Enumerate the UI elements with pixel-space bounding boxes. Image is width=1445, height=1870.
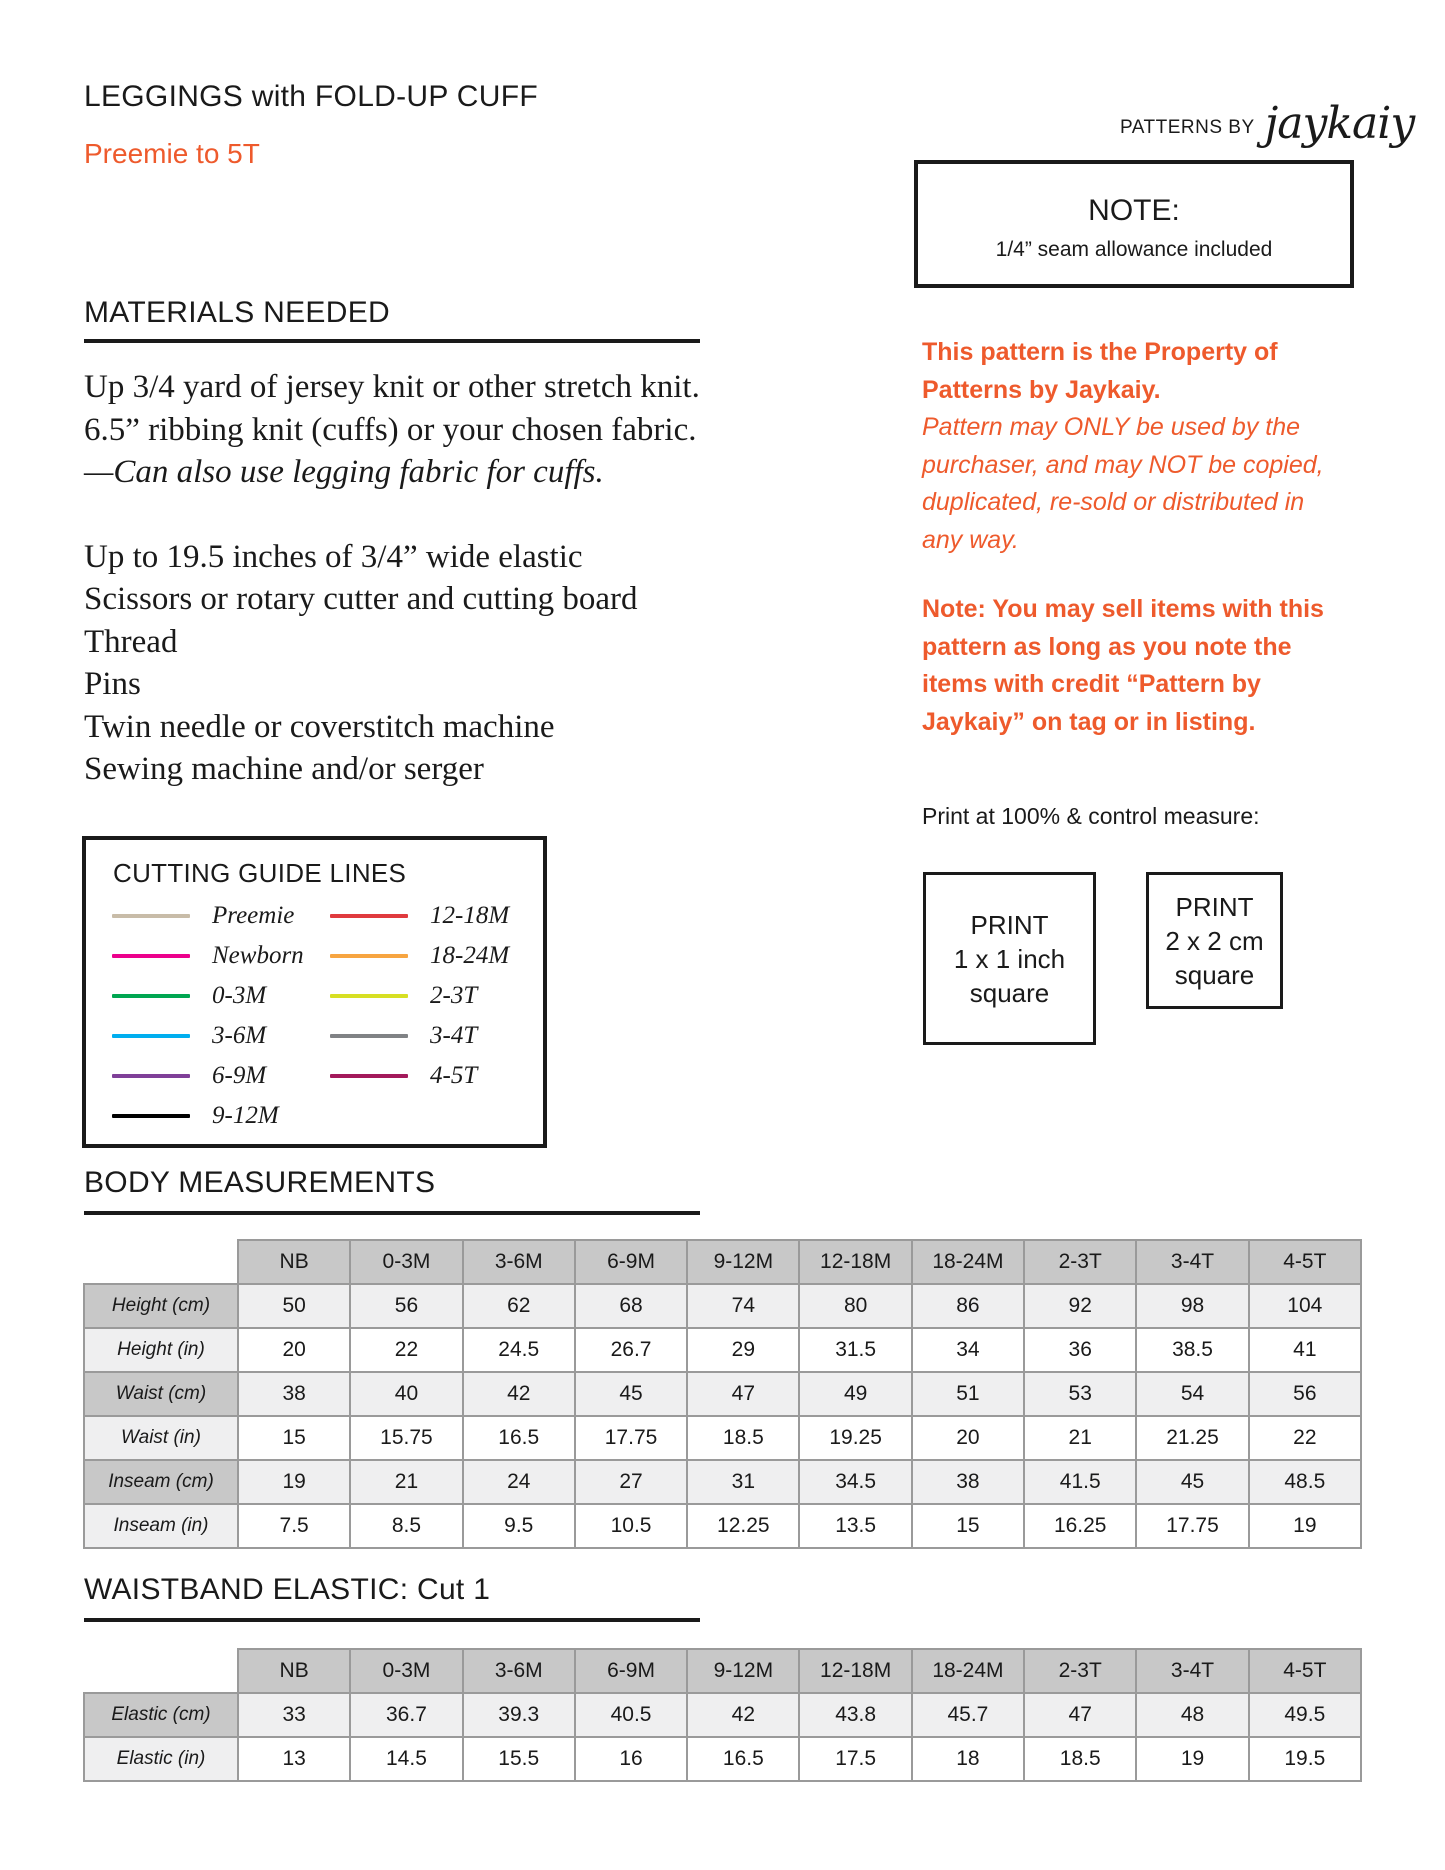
table-cell: 56 <box>350 1284 462 1328</box>
table-cell: 19 <box>1249 1504 1361 1548</box>
table-cell: 43.8 <box>799 1693 911 1737</box>
body-measurements-table <box>83 1239 1362 1549</box>
table-cell: 68 <box>575 1284 687 1328</box>
property-bold-line: Patterns by Jaykaiy. <box>922 375 1161 404</box>
print-box-line: square <box>969 977 1050 1008</box>
waistband-rule <box>84 1618 700 1622</box>
cutting-guide-item <box>112 982 266 1010</box>
table-cell: 38 <box>912 1460 1024 1504</box>
table-cell: 12.25 <box>687 1504 799 1548</box>
seam-note-box <box>914 160 1354 288</box>
table-cell: 53 <box>1024 1372 1136 1416</box>
table-cell: 40 <box>350 1372 462 1416</box>
cutting-line-label: Newborn <box>212 942 304 969</box>
table-cell: 21 <box>1024 1416 1136 1460</box>
table-cell: 31 <box>687 1460 799 1504</box>
cutting-line-swatch <box>330 954 408 958</box>
table-cell: 16 <box>575 1737 687 1781</box>
table-cell: 19.25 <box>799 1416 911 1460</box>
table-cell: 9.5 <box>463 1504 575 1548</box>
print-instruction: Print at 100% & control measure: <box>922 803 1260 829</box>
table-cell: 92 <box>1024 1284 1136 1328</box>
table-cell: 15.5 <box>463 1737 575 1781</box>
table-cell: 7.5 <box>238 1504 350 1548</box>
property-italic-line: any way. <box>922 525 1019 554</box>
table-cell: 34.5 <box>799 1460 911 1504</box>
table-cell: 14.5 <box>350 1737 462 1781</box>
column-header: 6-9M <box>575 1649 687 1693</box>
table-cell: 18.5 <box>687 1416 799 1460</box>
material-line: Up to 19.5 inches of 3/4” wide elastic <box>84 538 583 575</box>
table-cell: 49 <box>799 1372 911 1416</box>
table-cell: 16.5 <box>687 1737 799 1781</box>
sell-note-line: items with credit “Pattern by <box>922 670 1261 698</box>
cutting-line-label: 9-12M <box>212 1102 279 1129</box>
row-header: Waist (cm) <box>84 1372 238 1416</box>
cutting-line-swatch <box>330 994 408 998</box>
table-cell: 21.25 <box>1136 1416 1248 1460</box>
row-header: Height (cm) <box>84 1284 238 1328</box>
cutting-guide-item <box>330 1022 477 1050</box>
print-cm-square <box>1146 872 1283 1009</box>
table-cell: 42 <box>687 1693 799 1737</box>
table-cell: 22 <box>1249 1416 1361 1460</box>
column-header: 6-9M <box>575 1240 687 1284</box>
table-cell: 10.5 <box>575 1504 687 1548</box>
table-cell: 42 <box>463 1372 575 1416</box>
material-line: Pins <box>84 666 141 702</box>
print-box-line: 1 x 1 inch <box>953 943 1066 974</box>
cutting-line-label: 3-6M <box>212 1022 267 1049</box>
cutting-line-label: 12-18M <box>430 902 510 929</box>
material-line: Twin needle or coverstitch machine <box>84 708 555 745</box>
table-header-row <box>84 1240 1361 1284</box>
brand-script-logo: jaykaiy <box>1264 98 1415 149</box>
table-cell: 80 <box>799 1284 911 1328</box>
table-cell: 98 <box>1136 1284 1248 1328</box>
table-cell: 45.7 <box>912 1693 1024 1737</box>
table-cell: 17.5 <box>799 1737 911 1781</box>
sell-note-line: pattern as long as you note the <box>922 632 1292 661</box>
table-cell: 51 <box>912 1372 1024 1416</box>
table-cell: 41 <box>1249 1328 1361 1372</box>
cutting-line-label: 0-3M <box>212 982 267 1009</box>
note-title: NOTE: <box>1088 194 1180 227</box>
table-cell: 21 <box>350 1460 462 1504</box>
cutting-line-swatch <box>112 1114 190 1118</box>
table-cell: 24 <box>463 1460 575 1504</box>
cutting-line-swatch <box>330 1034 408 1038</box>
column-header: 2-3T <box>1024 1240 1136 1284</box>
property-italic-line: Pattern may ONLY be used by the <box>922 413 1301 441</box>
print-box-line: PRINT <box>970 909 1049 940</box>
column-header: 18-24M <box>912 1649 1024 1693</box>
note-text: 1/4” seam allowance included <box>995 238 1273 261</box>
table-cell: 15 <box>238 1416 350 1460</box>
cutting-guide-title: CUTTING GUIDE LINES <box>113 858 407 888</box>
cutting-guide-item <box>112 942 304 970</box>
body-measurements-rule <box>84 1211 700 1215</box>
table-cell: 39.3 <box>463 1693 575 1737</box>
column-header: 9-12M <box>687 1240 799 1284</box>
table-cell: 56 <box>1249 1372 1361 1416</box>
table-row <box>84 1504 1361 1548</box>
column-header: 3-6M <box>463 1649 575 1693</box>
table-cell: 13 <box>238 1737 350 1781</box>
cutting-line-label: 18-24M <box>430 942 510 969</box>
table-cell: 19 <box>238 1460 350 1504</box>
cutting-line-label: 2-3T <box>430 982 478 1009</box>
print-inch-square <box>923 872 1096 1045</box>
column-header: 0-3M <box>350 1240 462 1284</box>
table-cell: 86 <box>912 1284 1024 1328</box>
waistband-elastic-table <box>83 1648 1362 1782</box>
print-box-line: 2 x 2 cm <box>1165 925 1264 956</box>
cutting-line-label: 4-5T <box>430 1062 478 1089</box>
column-header: 12-18M <box>799 1649 911 1693</box>
sell-note-line: Note: You may sell items with this <box>922 595 1324 623</box>
table-row <box>84 1284 1361 1328</box>
row-header: Elastic (cm) <box>84 1693 238 1737</box>
property-spacer <box>922 559 1362 591</box>
table-cell: 19 <box>1136 1737 1248 1781</box>
sell-note-line: Jaykaiy” on tag or in listing. <box>922 707 1256 736</box>
table-cell: 33 <box>238 1693 350 1737</box>
materials-list <box>84 366 744 791</box>
table-cell: 8.5 <box>350 1504 462 1548</box>
material-line: Sewing machine and/or serger <box>84 751 484 787</box>
table-cell: 31.5 <box>799 1328 911 1372</box>
brand-prefix: PATTERNS BY <box>1120 117 1255 138</box>
row-header: Inseam (cm) <box>84 1460 238 1504</box>
table-row <box>84 1460 1361 1504</box>
table-corner <box>84 1649 238 1693</box>
cutting-line-swatch <box>112 1034 190 1038</box>
cutting-guide-item <box>112 1102 279 1130</box>
table-cell: 16.25 <box>1024 1504 1136 1548</box>
table-cell: 29 <box>687 1328 799 1372</box>
table-cell: 15 <box>912 1504 1024 1548</box>
column-header: 12-18M <box>799 1240 911 1284</box>
table-cell: 15.75 <box>350 1416 462 1460</box>
property-notice <box>922 334 1362 741</box>
property-italic-line: purchaser, and may NOT be copied, <box>922 450 1324 479</box>
table-cell: 45 <box>1136 1460 1248 1504</box>
column-header: 0-3M <box>350 1649 462 1693</box>
table-cell: 38 <box>238 1372 350 1416</box>
column-header: NB <box>238 1240 350 1284</box>
table-cell: 62 <box>463 1284 575 1328</box>
cutting-line-swatch <box>330 1074 408 1078</box>
table-cell: 47 <box>1024 1693 1136 1737</box>
table-cell: 20 <box>238 1328 350 1372</box>
property-bold-line: This pattern is the Property of <box>922 338 1278 366</box>
table-cell: 19.5 <box>1249 1737 1361 1781</box>
table-cell: 47 <box>687 1372 799 1416</box>
materials-rule <box>84 339 700 343</box>
table-cell: 40.5 <box>575 1693 687 1737</box>
table-cell: 27 <box>575 1460 687 1504</box>
cutting-guide-item <box>330 1062 477 1090</box>
cutting-guide-item <box>112 902 294 930</box>
row-header: Elastic (in) <box>84 1737 238 1781</box>
table-cell: 104 <box>1249 1284 1361 1328</box>
table-cell: 13.5 <box>799 1504 911 1548</box>
cutting-guide-item <box>112 1062 266 1090</box>
material-note: —Can also use legging fabric for cuffs. <box>84 454 604 490</box>
print-box-line: PRINT <box>1175 891 1254 922</box>
table-cell: 17.75 <box>575 1416 687 1460</box>
table-cell: 26.7 <box>575 1328 687 1372</box>
table-cell: 54 <box>1136 1372 1248 1416</box>
table-row <box>84 1693 1361 1737</box>
cutting-line-swatch <box>112 994 190 998</box>
cutting-guide-item <box>330 942 509 970</box>
page-title: LEGGINGS with FOLD-UP CUFF <box>84 80 538 113</box>
table-cell: 49.5 <box>1249 1693 1361 1737</box>
row-header: Waist (in) <box>84 1416 238 1460</box>
cutting-line-label: 6-9M <box>212 1062 267 1089</box>
table-cell: 16.5 <box>463 1416 575 1460</box>
table-cell: 36 <box>1024 1328 1136 1372</box>
table-cell: 18.5 <box>1024 1737 1136 1781</box>
waistband-heading: WAISTBAND ELASTIC: Cut 1 <box>84 1573 491 1606</box>
table-cell: 34 <box>912 1328 1024 1372</box>
column-header: 4-5T <box>1249 1240 1361 1284</box>
print-box-line: square <box>1174 959 1255 990</box>
table-row <box>84 1372 1361 1416</box>
material-line: Up 3/4 yard of jersey knit or other stretch knit. <box>84 369 700 405</box>
materials-heading: MATERIALS NEEDED <box>84 296 390 329</box>
column-header: 9-12M <box>687 1649 799 1693</box>
cutting-line-label: 3-4T <box>430 1022 478 1049</box>
table-cell: 74 <box>687 1284 799 1328</box>
table-cell: 18 <box>912 1737 1024 1781</box>
table-row <box>84 1416 1361 1460</box>
property-italic-line: duplicated, re-sold or distributed in <box>922 488 1305 516</box>
column-header: 3-6M <box>463 1240 575 1284</box>
table-cell: 22 <box>350 1328 462 1372</box>
cutting-line-swatch <box>112 1074 190 1078</box>
cutting-guide-item <box>112 1022 266 1050</box>
brand-logo <box>1120 98 1414 149</box>
body-measurements-heading: BODY MEASUREMENTS <box>84 1166 436 1199</box>
row-header: Inseam (in) <box>84 1504 238 1548</box>
table-cell: 17.75 <box>1136 1504 1248 1548</box>
cutting-line-swatch <box>330 914 408 918</box>
cutting-line-swatch <box>112 914 190 918</box>
column-header: 2-3T <box>1024 1649 1136 1693</box>
column-header: 3-4T <box>1136 1649 1248 1693</box>
table-cell: 45 <box>575 1372 687 1416</box>
material-line: 6.5” ribbing knit (cuffs) or your chosen fabric. <box>84 411 697 448</box>
column-header: 18-24M <box>912 1240 1024 1284</box>
material-line: Scissors or rotary cutter and cutting board <box>84 581 638 617</box>
table-cell: 48 <box>1136 1693 1248 1737</box>
table-row <box>84 1737 1361 1781</box>
column-header: 3-4T <box>1136 1240 1248 1284</box>
table-cell: 48.5 <box>1249 1460 1361 1504</box>
table-cell: 41.5 <box>1024 1460 1136 1504</box>
table-cell: 38.5 <box>1136 1328 1248 1372</box>
table-cell: 24.5 <box>463 1328 575 1372</box>
cutting-guide-box <box>82 836 547 1148</box>
material-line: Thread <box>84 623 178 660</box>
cutting-line-label: Preemie <box>212 902 295 929</box>
table-cell: 20 <box>912 1416 1024 1460</box>
row-header: Height (in) <box>84 1328 238 1372</box>
table-row <box>84 1328 1361 1372</box>
column-header: NB <box>238 1649 350 1693</box>
material-spacer <box>84 494 744 536</box>
page-subtitle: Preemie to 5T <box>84 138 260 169</box>
cutting-guide-item <box>330 982 477 1010</box>
table-cell: 36.7 <box>350 1693 462 1737</box>
table-corner <box>84 1240 238 1284</box>
cutting-line-swatch <box>112 954 190 958</box>
table-header-row <box>84 1649 1361 1693</box>
column-header: 4-5T <box>1249 1649 1361 1693</box>
cutting-guide-item <box>330 902 509 930</box>
table-cell: 50 <box>238 1284 350 1328</box>
